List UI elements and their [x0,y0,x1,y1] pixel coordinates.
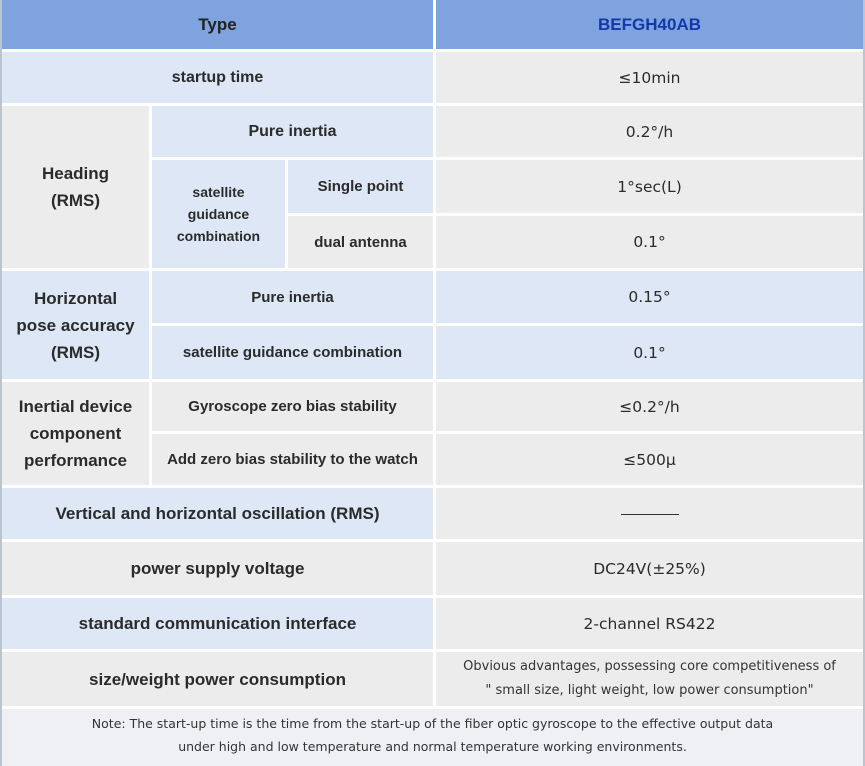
oscillation-label: Vertical and horizontal oscillation (RMS) [2,488,436,542]
header-row [2,0,863,52]
pose-sat-value: 0.1° [436,326,863,382]
pose-pure-inertia-label: Pure inertia [152,271,436,326]
heading-pure-inertia-label: Pure inertia [152,106,436,160]
single-point-value: 1°sec(L) [436,160,863,216]
gyro-value: ≤0.2°/h [436,382,863,434]
size-weight-value: Obvious advantages, possessing core competitiveness of " small size, light weight, low power consumption" [436,652,863,709]
footnote-line-2: under high and low temperature and normal temperature working environments. [178,739,687,754]
pose-pure-inertia-value: 0.15° [436,271,863,326]
heading-pure-row [2,106,863,160]
size-weight-row [2,652,863,709]
heading-label: Heading (RMS) [2,106,152,271]
oscillation-dash [621,514,679,515]
voltage-value: DC24V(±25%) [436,542,863,598]
gyro-label: Gyroscope zero bias stability [152,382,436,434]
pose-label: Horizontal pose accuracy (RMS) [2,271,152,382]
startup-value: ≤10min [436,52,863,106]
spec-table [2,0,863,709]
pose-sat-label: satellite guidance combination [152,326,436,382]
heading-pure-inertia-value: 0.2°/h [436,106,863,160]
add-bias-value: ≤500μ [436,434,863,488]
heading-sat-label: satellite guidance combination [152,160,288,271]
interface-row [2,598,863,652]
size-weight-label: size/weight power consumption [2,652,436,709]
dual-antenna-value: 0.1° [436,216,863,271]
oscillation-value [436,488,863,542]
type-header: Type [2,0,436,52]
interface-label: standard communication interface [2,598,436,652]
voltage-row [2,542,863,598]
startup-label: startup time [2,52,436,106]
model-header: BEFGH40AB [436,0,863,52]
inertial-gyro-row [2,382,863,434]
startup-row [2,52,863,106]
footnote [2,706,863,766]
spec-sheet [2,0,863,766]
inertial-label: Inertial device component performance [2,382,152,488]
oscillation-row [2,488,863,542]
dual-antenna-label: dual antenna [288,216,436,271]
interface-value: 2-channel RS422 [436,598,863,652]
voltage-label: power supply voltage [2,542,436,598]
single-point-label: Single point [288,160,436,216]
footnote-line-1: Note: The start-up time is the time from the start-up of the fiber optic gyroscope to the effective output data [91,716,774,731]
pose-pure-row [2,271,863,326]
add-bias-label: Add zero bias stability to the watch [152,434,436,488]
